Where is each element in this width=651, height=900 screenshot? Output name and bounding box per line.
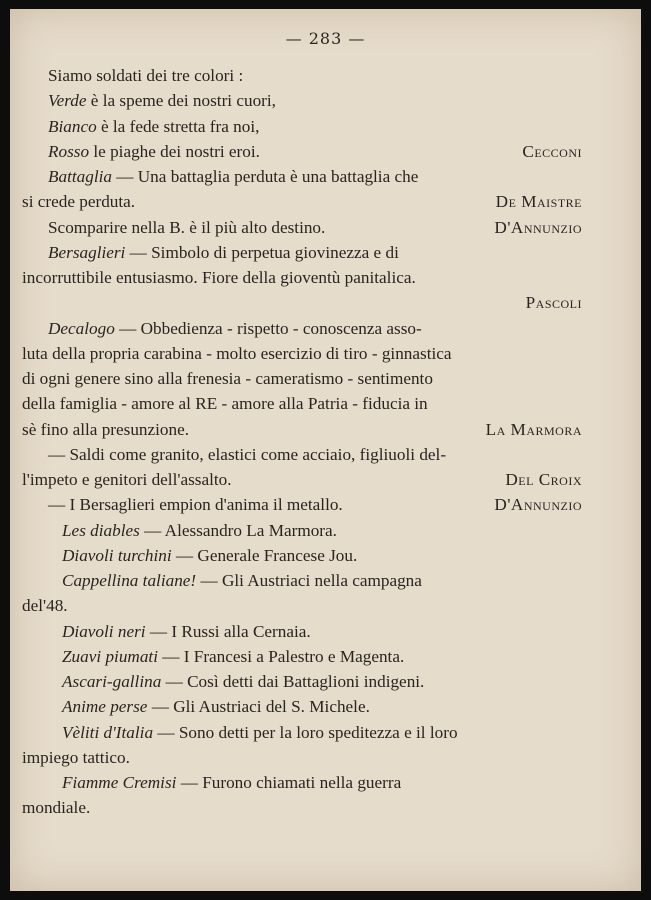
entry-term: Decalogo	[48, 318, 115, 338]
text-line: del'48.	[22, 596, 68, 616]
entry-term: Cappellina taliane!	[62, 571, 197, 590]
entry-term: Bersaglieri	[48, 242, 126, 262]
entry-term: Ascari-gallina	[62, 672, 162, 691]
text-line: Fiamme Cremisi — Furono chiamati nella guerra	[62, 773, 402, 792]
text-line: Bersaglieri — Simbolo di perpetua giovinezza e di	[48, 242, 399, 262]
text-line: Diavoli turchini — Generale Francese Jou.	[62, 545, 358, 565]
entry-term: Diavoli neri	[62, 621, 146, 641]
text-line: — Saldi come granito, elastici come acciaio, figliuoli del-	[48, 444, 447, 464]
text-line: Verde è la speme dei nostri cuori,	[48, 91, 276, 111]
text-line: sè fino alla presunzione. La Marmora	[22, 417, 582, 442]
entry-term: Bianco	[48, 116, 97, 136]
text-line: — I Bersaglieri empion d'anima il metallo. D'Annunzio	[22, 492, 582, 517]
page-number: — 283 —	[285, 29, 366, 48]
entry-term: Les diables	[62, 520, 140, 540]
entry-term: Battaglia	[48, 167, 112, 186]
quote-author: D'Annunzio	[494, 495, 582, 515]
entry-term: Rosso	[48, 141, 90, 161]
quote-author: Del Croix	[505, 470, 582, 489]
text-line: impiego tattico.	[22, 747, 130, 767]
text-line: Decalogo — Obbedienza - rispetto - conoscenza asso-	[48, 318, 422, 338]
entry-term: Vèliti d'Italia	[62, 722, 154, 742]
entry-term: Fiamme Cremisi	[62, 773, 177, 792]
text-line: mondiale.	[22, 798, 91, 818]
text-line: Siamo soldati dei tre colori :	[48, 66, 244, 85]
text-line: Scomparire nella B. è il più alto destino. D'Annunzio	[22, 215, 582, 240]
text-line: di ogni genere sino alla frenesia - cameratismo - sentimento	[22, 369, 433, 388]
text-line: si crede perduta. De Maistre	[22, 189, 582, 214]
text-line: Vèliti d'Italia — Sono detti per la loro speditezza e il loro	[62, 722, 458, 742]
text-line: Battaglia — Una battaglia perduta è una battaglia che	[48, 167, 419, 186]
text-line: Zuavi piumati — I Francesi a Palestro e Magenta.	[62, 646, 405, 666]
text-line: Ascari-gallina — Così detti dai Battaglioni indigeni.	[62, 672, 425, 691]
text-line: Bianco è la fede stretta fra noi,	[48, 116, 260, 136]
text-line: della famiglia - amore al RE - amore alla Patria - fiducia in	[22, 394, 428, 414]
entry-term: Zuavi piumati	[62, 646, 158, 666]
text-line: Cappellina taliane! — Gli Austriaci nella campagna	[62, 571, 422, 590]
quote-author: Pascoli	[525, 293, 582, 313]
entry-term: Diavoli turchini	[62, 545, 172, 565]
text-line	[22, 290, 582, 315]
text-line: Anime perse — Gli Austriaci del S. Michele.	[62, 697, 370, 717]
text-line: incorruttibile entusiasmo. Fiore della gioventù panitalica.	[22, 268, 416, 287]
text-line: l'impeto e genitori dell'assalto. Del Croix	[22, 467, 582, 492]
quote-author: De Maistre	[495, 192, 582, 212]
quote-author: La Marmora	[485, 419, 582, 439]
text-line: Diavoli neri — I Russi alla Cernaia.	[62, 621, 311, 641]
quote-author: Cecconi	[522, 141, 582, 161]
text-line: Les diables — Alessandro La Marmora.	[62, 520, 337, 540]
quote-author: D'Annunzio	[494, 217, 582, 237]
entry-term: Anime perse	[62, 697, 148, 717]
entry-term: Verde	[48, 91, 87, 111]
text-line: Rosso le piaghe dei nostri eroi. Cecconi	[22, 139, 582, 164]
text-line: luta della propria carabina - molto esercizio di tiro - ginnastica	[22, 343, 452, 363]
page-text	[22, 63, 582, 821]
